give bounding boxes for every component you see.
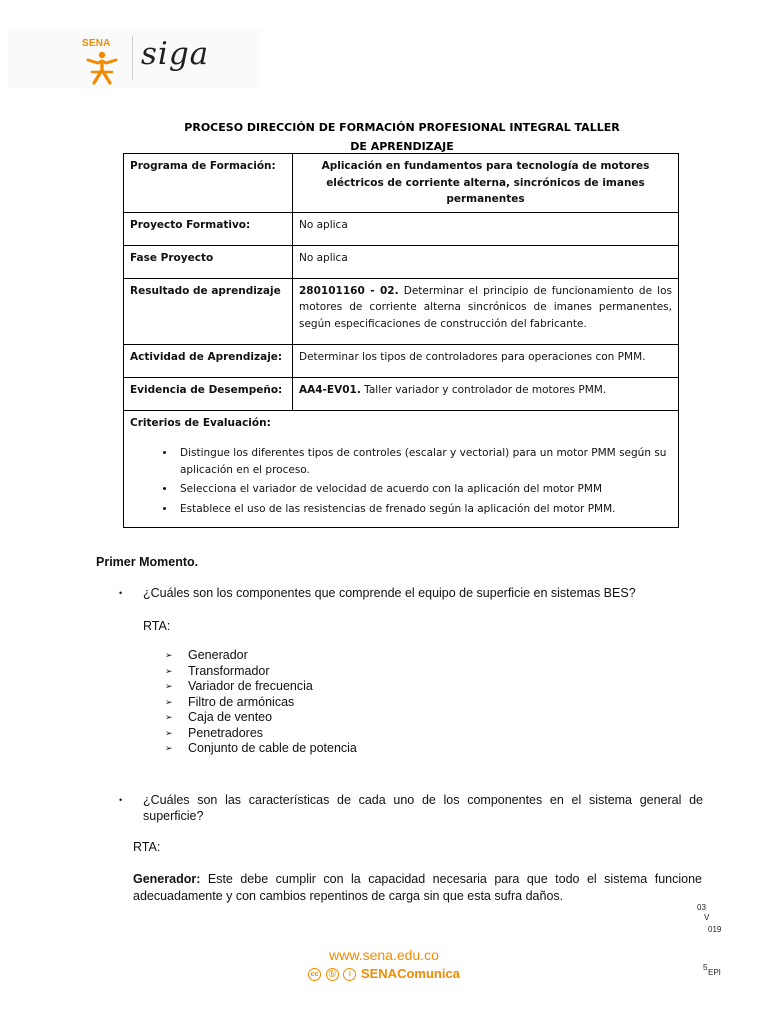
- question-2-text: ¿Cuáles son las características de cada uno de los componentes en el sistema general de superficie?: [143, 793, 703, 823]
- table-row-proyecto: [124, 212, 679, 245]
- bullet-icon: •: [119, 795, 123, 805]
- list-item: [165, 664, 357, 680]
- list-item-text: Filtro de armónicas: [188, 694, 295, 709]
- list-item: [165, 648, 357, 664]
- arrow-bullet-icon: ➢: [165, 665, 173, 676]
- evidencia-code: AA4-EV01.: [299, 383, 361, 396]
- criterios-cell: [124, 410, 679, 527]
- arrow-bullet-icon: ➢: [165, 712, 173, 722]
- logo-divider: [132, 36, 133, 80]
- footer-social[interactable]: [0, 966, 768, 981]
- criterio-item: • Establece el uso de las resistencias de frenado según la aplicación del motor PMM.: [176, 501, 672, 518]
- sena-logo: [80, 38, 128, 86]
- siga-logo: siga: [141, 36, 210, 72]
- table-row-fase: [124, 245, 679, 278]
- side-mark-5: EPI: [708, 968, 721, 977]
- arrow-bullet-icon: ➢: [165, 650, 173, 660]
- label-evidencia: Evidencia de Desempeño:: [124, 377, 293, 410]
- question-1: [119, 586, 703, 602]
- label-actividad: Actividad de Aprendizaje:: [124, 344, 293, 377]
- title-line-1: PROCESO DIRECCIÓN DE FORMACIÓN PROFESIONAL INTEGRAL TALLER: [184, 121, 620, 134]
- side-mark-4: 5: [703, 963, 708, 972]
- list-item: [165, 741, 357, 757]
- table-row-criterios: [124, 410, 679, 527]
- title-line-2: DE APRENDIZAJE: [350, 140, 454, 153]
- criterio-item: • Distingue los diferentes tipos de controles (escalar y vectorial) para un motor PMM según su aplicación en el proceso.: [176, 445, 672, 478]
- rta-label-2: RTA:: [133, 840, 161, 854]
- question-1-text: ¿Cuáles son los componentes que comprende el equipo de superficie en sistemas BES?: [143, 586, 636, 600]
- rta-label-1: RTA:: [143, 619, 171, 633]
- value-fase: No aplica: [293, 245, 679, 278]
- value-proyecto: No aplica: [293, 212, 679, 245]
- arrow-bullet-icon: ➢: [165, 727, 173, 738]
- creative-commons-icon: cc: [308, 968, 321, 981]
- label-resultado: Resultado de aprendizaje: [124, 278, 293, 344]
- components-list: [165, 648, 357, 757]
- document-title: [124, 118, 680, 156]
- side-mark-3: 019: [708, 925, 722, 934]
- table-row-actividad: [124, 344, 679, 377]
- label-fase: Fase Proyecto: [124, 245, 293, 278]
- sena-figure-icon: [80, 38, 128, 86]
- section-title: Primer Momento.: [96, 555, 199, 569]
- sena-logo-text: SENA: [82, 38, 111, 49]
- evidencia-text: Taller variador y controlador de motores PMM.: [360, 383, 607, 396]
- table-row-programa: [124, 154, 679, 213]
- bullet-icon: •: [119, 588, 123, 598]
- question-2: [119, 793, 703, 824]
- list-item-text: Generador: [188, 648, 248, 662]
- generador-paragraph: [133, 871, 702, 905]
- list-item-text: Variador de frecuencia: [188, 679, 313, 693]
- side-mark-1: 03: [697, 903, 706, 912]
- label-proyecto: Proyecto Formativo:: [124, 212, 293, 245]
- list-item: [165, 726, 357, 742]
- criterio-item: • Selecciona el variador de velocidad de acuerdo con la aplicación del motor PMM: [176, 481, 672, 498]
- info-icon: i: [343, 968, 356, 981]
- criterios-list: [130, 445, 672, 517]
- value-evidencia: [293, 377, 679, 410]
- footer-social-handle: SENAComunica: [360, 966, 460, 981]
- list-item-text: Caja de venteo: [188, 710, 273, 724]
- label-programa: Programa de Formación:: [124, 154, 293, 213]
- generador-text: Este debe cumplir con la capacidad necesaria para que todo el sistema funcione adecuadamente y con cambios repentinos de carga sin que esta sufra daños.: [133, 872, 702, 903]
- resultado-code: 280101160 - 02.: [299, 284, 399, 297]
- list-item: [165, 695, 357, 711]
- list-item-text: Penetradores: [188, 725, 264, 740]
- footer-url[interactable]: www.sena.edu.co: [329, 947, 439, 963]
- label-criterios: Criterios de Evaluación:: [130, 416, 271, 429]
- list-item: [165, 679, 357, 695]
- side-mark-2: V: [704, 913, 710, 922]
- info-table: [123, 153, 679, 528]
- arrow-bullet-icon: ➢: [165, 681, 173, 691]
- list-item: [165, 710, 357, 726]
- table-row-resultado: [124, 278, 679, 344]
- arrow-bullet-icon: ➢: [165, 696, 173, 707]
- arrow-bullet-icon: ➢: [165, 743, 173, 753]
- attribution-icon: ⓑ: [326, 968, 339, 981]
- value-programa: Aplicación en fundamentos para tecnología de motores eléctricos de corriente alterna, sincrónicos de imanes permanentes: [293, 154, 679, 213]
- value-resultado: [293, 278, 679, 344]
- list-item-text: Transformador: [188, 663, 270, 678]
- resultado-text: Determinar el principio de funcionamiento de los motores de corriente alterna sincrónicos de imanes permanentes, según especificaciones de construcción del fabricante.: [299, 284, 672, 330]
- list-item-text: Conjunto de cable de potencia: [188, 741, 357, 755]
- header-logo-bar: [8, 30, 260, 88]
- value-actividad: Determinar los tipos de controladores para operaciones con PMM.: [293, 344, 679, 377]
- generador-term: Generador:: [133, 872, 201, 886]
- table-row-evidencia: [124, 377, 679, 410]
